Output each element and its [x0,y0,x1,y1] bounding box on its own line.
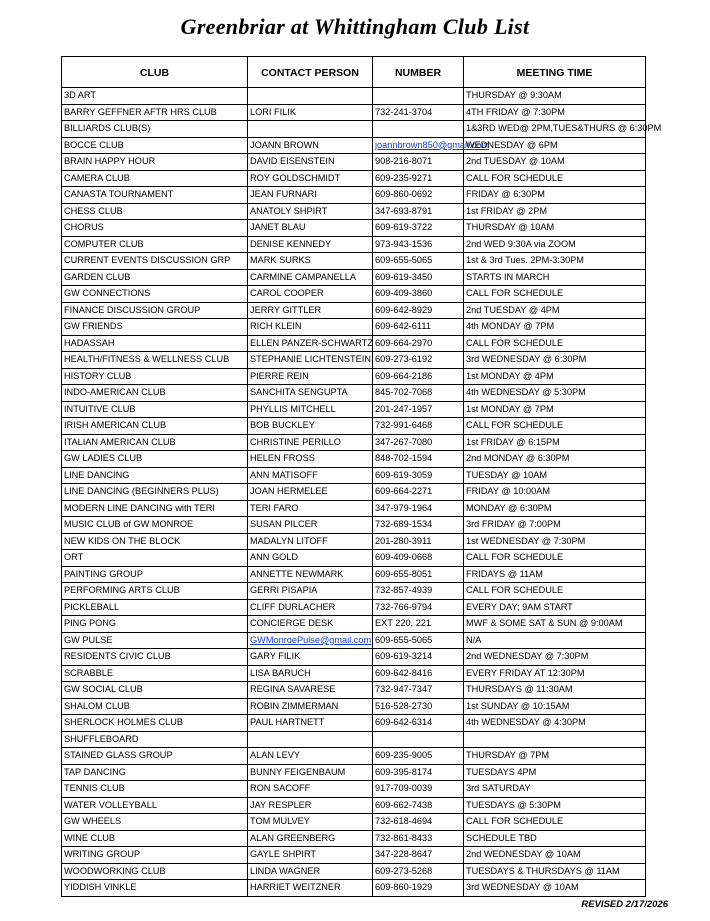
table-row [62,302,646,319]
contact-cell: LINDA WAGNER [248,863,373,880]
contact-cell: CARMINE CAMPANELLA [248,269,373,286]
table-row [62,434,646,451]
meeting-time-cell: 3rd FRIDAY @ 7:00PM [464,517,646,534]
table-row [62,385,646,402]
contact-cell: SANCHITA SENGUPTA [248,385,373,402]
meeting-time-cell: EVERY DAY; 9AM START [464,599,646,616]
meeting-time-cell: 2nd TUESDAY @ 4PM [464,302,646,319]
table-row [62,566,646,583]
contact-cell: STEPHANIE LICHTENSTEIN [248,352,373,369]
contact-cell: ANN GOLD [248,550,373,567]
number-cell: 609-664-2271 [373,484,464,501]
meeting-time-cell: 1st WEDNESDAY @ 7:30PM [464,533,646,550]
contact-cell: DENISE KENNEDY [248,236,373,253]
meeting-time-cell: 1&3RD WED@ 2PM,TUES&THURS @ 6:30PM [464,121,646,138]
table-row [62,401,646,418]
club-name-cell: CURRENT EVENTS DISCUSSION GRP [62,253,248,270]
contact-cell [248,731,373,748]
club-name-cell: CHORUS [62,220,248,237]
number-cell: 609-642-6111 [373,319,464,336]
table-row [62,847,646,864]
number-cell: 609-662-7438 [373,797,464,814]
contact-cell: ANN MATISOFF [248,467,373,484]
header-number: NUMBER [373,57,464,88]
table-row [62,418,646,435]
contact-cell: MARK SURKS [248,253,373,270]
club-name-cell: SHALOM CLUB [62,698,248,715]
number-cell: 609-642-8929 [373,302,464,319]
contact-cell: ROBIN ZIMMERMAN [248,698,373,715]
club-name-cell: MUSIC CLUB of GW MONROE [62,517,248,534]
table-row [62,286,646,303]
number-cell: 732-857-4939 [373,583,464,600]
number-cell: 908-216-8071 [373,154,464,171]
number-cell: 732-766-9794 [373,599,464,616]
header-meeting-time: MEETING TIME [464,57,646,88]
meeting-time-cell: N/A [464,632,646,649]
club-name-cell: RESIDENTS CIVIC CLUB [62,649,248,666]
club-name-cell: LINE DANCING (BEGINNERS PLUS) [62,484,248,501]
meeting-time-cell: 2nd WEDNESDAY @ 10AM [464,847,646,864]
contact-cell: ELLEN PANZER-SCHWARTZ [248,335,373,352]
meeting-time-cell: 4th WEDNESDAY @ 4:30PM [464,715,646,732]
club-name-cell: WOODWORKING CLUB [62,863,248,880]
number-cell: 609-655-8051 [373,566,464,583]
number-cell: 609-619-3059 [373,467,464,484]
table-row [62,467,646,484]
meeting-time-cell: CALL FOR SCHEDULE [464,286,646,303]
number-cell: 347-693-8791 [373,203,464,220]
table-row [62,632,646,649]
club-name-cell: PICKLEBALL [62,599,248,616]
number-cell[interactable]: joannbrown850@gmail.com [373,137,464,154]
club-name-cell: CAMERA CLUB [62,170,248,187]
club-name-cell: GW WHEELS [62,814,248,831]
number-cell: 516-528-2730 [373,698,464,715]
meeting-time-cell: 1st & 3rd Tues. 2PM-3:30PM [464,253,646,270]
contact-cell: JERRY GITTLER [248,302,373,319]
table-row [62,533,646,550]
number-cell: 609-619-3450 [373,269,464,286]
contact-cell: JAY RESPLER [248,797,373,814]
club-name-cell: MODERN LINE DANCING with TERI [62,500,248,517]
number-cell: 609-642-8416 [373,665,464,682]
club-name-cell: STAINED GLASS GROUP [62,748,248,765]
table-row [62,814,646,831]
contact-cell: JOANN BROWN [248,137,373,154]
number-cell: EXT 220, 221 [373,616,464,633]
table-row [62,517,646,534]
meeting-time-cell: WEDNESDAY @ 6PM [464,137,646,154]
contact-cell: RON SACOFF [248,781,373,798]
contact-cell: ANATOLY SHPIRT [248,203,373,220]
table-row [62,253,646,270]
meeting-time-cell: SCHEDULE TBD [464,830,646,847]
table-row [62,236,646,253]
table-row [62,203,646,220]
club-name-cell: FINANCE DISCUSSION GROUP [62,302,248,319]
meeting-time-cell [464,731,646,748]
table-row [62,335,646,352]
club-name-cell: SHERLOCK HOLMES CLUB [62,715,248,732]
meeting-time-cell: MWF & SOME SAT & SUN @ 9:00AM [464,616,646,633]
contact-cell: SUSAN PILCER [248,517,373,534]
meeting-time-cell: TUESDAYS 4PM [464,764,646,781]
number-cell: 201-280-3911 [373,533,464,550]
number-cell: 609-860-1929 [373,880,464,897]
club-name-cell: BILLIARDS CLUB(S) [62,121,248,138]
club-name-cell: CANASTA TOURNAMENT [62,187,248,204]
meeting-time-cell: CALL FOR SCHEDULE [464,583,646,600]
club-name-cell: CHESS CLUB [62,203,248,220]
contact-cell: ALAN GREENBERG [248,830,373,847]
contact-cell[interactable]: GWMonroePulse@gmail.com [248,632,373,649]
meeting-time-cell: MONDAY @ 6:30PM [464,500,646,517]
meeting-time-cell: 1st FRIDAY @ 6:15PM [464,434,646,451]
club-name-cell: ITALIAN AMERICAN CLUB [62,434,248,451]
table-row [62,269,646,286]
number-cell: 347-267-7080 [373,434,464,451]
number-cell: 917-709-0039 [373,781,464,798]
club-name-cell: GW LADIES CLUB [62,451,248,468]
table-row [62,880,646,897]
table-row [62,731,646,748]
contact-cell: JANET BLAU [248,220,373,237]
number-cell: 732-618-4694 [373,814,464,831]
club-name-cell: HADASSAH [62,335,248,352]
table-row [62,781,646,798]
club-name-cell: LINE DANCING [62,467,248,484]
meeting-time-cell: 4th WEDNESDAY @ 5:30PM [464,385,646,402]
club-name-cell: GW FRIENDS [62,319,248,336]
table-row [62,104,646,121]
meeting-time-cell: CALL FOR SCHEDULE [464,418,646,435]
meeting-time-cell: TUESDAYS & THURSDAYS @ 11AM [464,863,646,880]
table-header-row [62,57,646,88]
club-name-cell: GW SOCIAL CLUB [62,682,248,699]
number-cell: 609-860-0692 [373,187,464,204]
club-name-cell: SHUFFLEBOARD [62,731,248,748]
number-cell: 609-409-3860 [373,286,464,303]
contact-cell: GAYLE SHPIRT [248,847,373,864]
number-cell: 609-395-8174 [373,764,464,781]
contact-cell: REGINA SAVARESE [248,682,373,699]
number-cell: 609-235-9271 [373,170,464,187]
table-row [62,154,646,171]
meeting-time-cell: EVERY FRIDAY AT 12:30PM [464,665,646,682]
club-name-cell: HEALTH/FITNESS & WELLNESS CLUB [62,352,248,369]
table-row [62,121,646,138]
contact-cell: GERRI PISAPIA [248,583,373,600]
meeting-time-cell: TUESDAYS @ 5:30PM [464,797,646,814]
table-row [62,484,646,501]
table-row [62,500,646,517]
table-row [62,88,646,105]
table-row [62,170,646,187]
contact-cell: CAROL COOPER [248,286,373,303]
club-name-cell: BARRY GEFFNER AFTR HRS CLUB [62,104,248,121]
table-row [62,863,646,880]
table-row [62,451,646,468]
header-contact: CONTACT PERSON [248,57,373,88]
number-cell: 848-702-1594 [373,451,464,468]
contact-cell: CLIFF DURLACHER [248,599,373,616]
contact-cell: DAVID EISENSTEIN [248,154,373,171]
meeting-time-cell: 2nd MONDAY @ 6:30PM [464,451,646,468]
club-name-cell: YIDDISH VINKLE [62,880,248,897]
number-cell: 973-943-1536 [373,236,464,253]
number-cell: 732-991-6468 [373,418,464,435]
meeting-time-cell: 4TH FRIDAY @ 7:30PM [464,104,646,121]
number-cell [373,731,464,748]
club-rows [62,88,662,897]
table-row [62,599,646,616]
contact-cell: ROY GOLDSCHMIDT [248,170,373,187]
meeting-time-cell: THURSDAY @ 7PM [464,748,646,765]
contact-cell [248,88,373,105]
meeting-time-cell: 3rd WEDNESDAY @ 10AM [464,880,646,897]
contact-cell: CONCIERGE DESK [248,616,373,633]
table-row [62,220,646,237]
meeting-time-cell: 1st FRIDAY @ 2PM [464,203,646,220]
contact-cell: MADALYN LITOFF [248,533,373,550]
number-cell: 609-655-5065 [373,632,464,649]
number-cell: 845-702-7068 [373,385,464,402]
contact-cell: PAUL HARTNETT [248,715,373,732]
club-table [61,56,662,897]
meeting-time-cell: 3rd WEDNESDAY @ 6:30PM [464,352,646,369]
table-row [62,550,646,567]
table-row [62,368,646,385]
meeting-time-cell: CALL FOR SCHEDULE [464,550,646,567]
club-name-cell: INDO-AMERICAN CLUB [62,385,248,402]
number-cell: 609-273-6192 [373,352,464,369]
contact-cell: TERI FARO [248,500,373,517]
contact-cell: JOAN HERMELEE [248,484,373,501]
meeting-time-cell: THURSDAYS @ 11:30AM [464,682,646,699]
number-cell: 609-409-0668 [373,550,464,567]
table-row [62,715,646,732]
number-cell [373,88,464,105]
table-row [62,187,646,204]
meeting-time-cell: 2nd WED 9:30A via ZOOM [464,236,646,253]
table-row [62,748,646,765]
meeting-time-cell: CALL FOR SCHEDULE [464,335,646,352]
meeting-time-cell: CALL FOR SCHEDULE [464,170,646,187]
contact-cell: CHRISTINE PERILLO [248,434,373,451]
number-cell: 609-655-5065 [373,253,464,270]
club-name-cell: 3D ART [62,88,248,105]
meeting-time-cell: THURSDAY @ 9:30AM [464,88,646,105]
number-cell: 609-642-6314 [373,715,464,732]
meeting-time-cell: FRIDAYS @ 11AM [464,566,646,583]
number-cell: 609-664-2970 [373,335,464,352]
club-name-cell: SCRABBLE [62,665,248,682]
number-cell [373,121,464,138]
table-row [62,319,646,336]
contact-cell [248,121,373,138]
table-row [62,352,646,369]
contact-cell: LORI FILIK [248,104,373,121]
meeting-time-cell: 4th MONDAY @ 7PM [464,319,646,336]
meeting-time-cell: THURSDAY @ 10AM [464,220,646,237]
table-row [62,665,646,682]
contact-cell: BUNNY FEIGENBAUM [248,764,373,781]
contact-cell: PIERRE REIN [248,368,373,385]
number-cell: 609-273-5268 [373,863,464,880]
table-row [62,583,646,600]
table-row [62,830,646,847]
meeting-time-cell: 1st MONDAY @ 7PM [464,401,646,418]
club-name-cell: HISTORY CLUB [62,368,248,385]
table-row [62,616,646,633]
club-name-cell: PAINTING GROUP [62,566,248,583]
contact-cell: GARY FILIK [248,649,373,666]
table-row [62,797,646,814]
contact-cell: ANNETTE NEWMARK [248,566,373,583]
club-name-cell: GARDEN CLUB [62,269,248,286]
club-name-cell: IRISH AMERICAN CLUB [62,418,248,435]
number-cell: 732-241-3704 [373,104,464,121]
revised-date: REVISED 2/17/2026 [581,899,668,910]
number-cell: 201-247-1957 [373,401,464,418]
table-row [62,764,646,781]
number-cell: 609-619-3722 [373,220,464,237]
contact-cell: TOM MULVEY [248,814,373,831]
club-name-cell: PING PONG [62,616,248,633]
table-row [62,649,646,666]
club-name-cell: ORT [62,550,248,567]
meeting-time-cell: 1st MONDAY @ 4PM [464,368,646,385]
meeting-time-cell: CALL FOR SCHEDULE [464,814,646,831]
number-cell: 609-664-2186 [373,368,464,385]
contact-cell: RICH KLEIN [248,319,373,336]
meeting-time-cell: TUESDAY @ 10AM [464,467,646,484]
meeting-time-cell: 1st SUNDAY @ 10:15AM [464,698,646,715]
meeting-time-cell: 2nd WEDNESDAY @ 7:30PM [464,649,646,666]
club-name-cell: PERFORMING ARTS CLUB [62,583,248,600]
table-row [62,698,646,715]
number-cell: 732-861-8433 [373,830,464,847]
number-cell: 732-689-1534 [373,517,464,534]
contact-cell: HELEN FROSS [248,451,373,468]
number-cell: 347-228-8647 [373,847,464,864]
club-name-cell: BOCCE CLUB [62,137,248,154]
club-name-cell: GW CONNECTIONS [62,286,248,303]
club-name-cell: WRITING GROUP [62,847,248,864]
number-cell: 609-235-9005 [373,748,464,765]
table-row [62,682,646,699]
contact-cell: BOB BUCKLEY [248,418,373,435]
meeting-time-cell: 2nd TUESDAY @ 10AM [464,154,646,171]
number-cell: 609-619-3214 [373,649,464,666]
table-row [62,137,646,154]
club-name-cell: GW PULSE [62,632,248,649]
meeting-time-cell: FRIDAY @ 6:30PM [464,187,646,204]
club-name-cell: TENNIS CLUB [62,781,248,798]
contact-cell: PHYLLIS MITCHELL [248,401,373,418]
contact-cell: LISA BARUCH [248,665,373,682]
contact-cell: HARRIET WEITZNER [248,880,373,897]
page-title: Greenbriar at Whittingham Club List [180,14,530,39]
club-name-cell: BRAIN HAPPY HOUR [62,154,248,171]
meeting-time-cell: STARTS IN MARCH [464,269,646,286]
club-name-cell: WINE CLUB [62,830,248,847]
contact-cell: ALAN LEVY [248,748,373,765]
meeting-time-cell: FRIDAY @ 10:00AM [464,484,646,501]
club-name-cell: NEW KIDS ON THE BLOCK [62,533,248,550]
contact-cell: JEAN FURNARI [248,187,373,204]
club-name-cell: TAP DANCING [62,764,248,781]
meeting-time-cell: 3rd SATURDAY [464,781,646,798]
club-name-cell: COMPUTER CLUB [62,236,248,253]
header-club: CLUB [62,57,248,88]
number-cell: 347-979-1964 [373,500,464,517]
number-cell: 732-947-7347 [373,682,464,699]
club-name-cell: WATER VOLLEYBALL [62,797,248,814]
club-name-cell: INTUITIVE CLUB [62,401,248,418]
